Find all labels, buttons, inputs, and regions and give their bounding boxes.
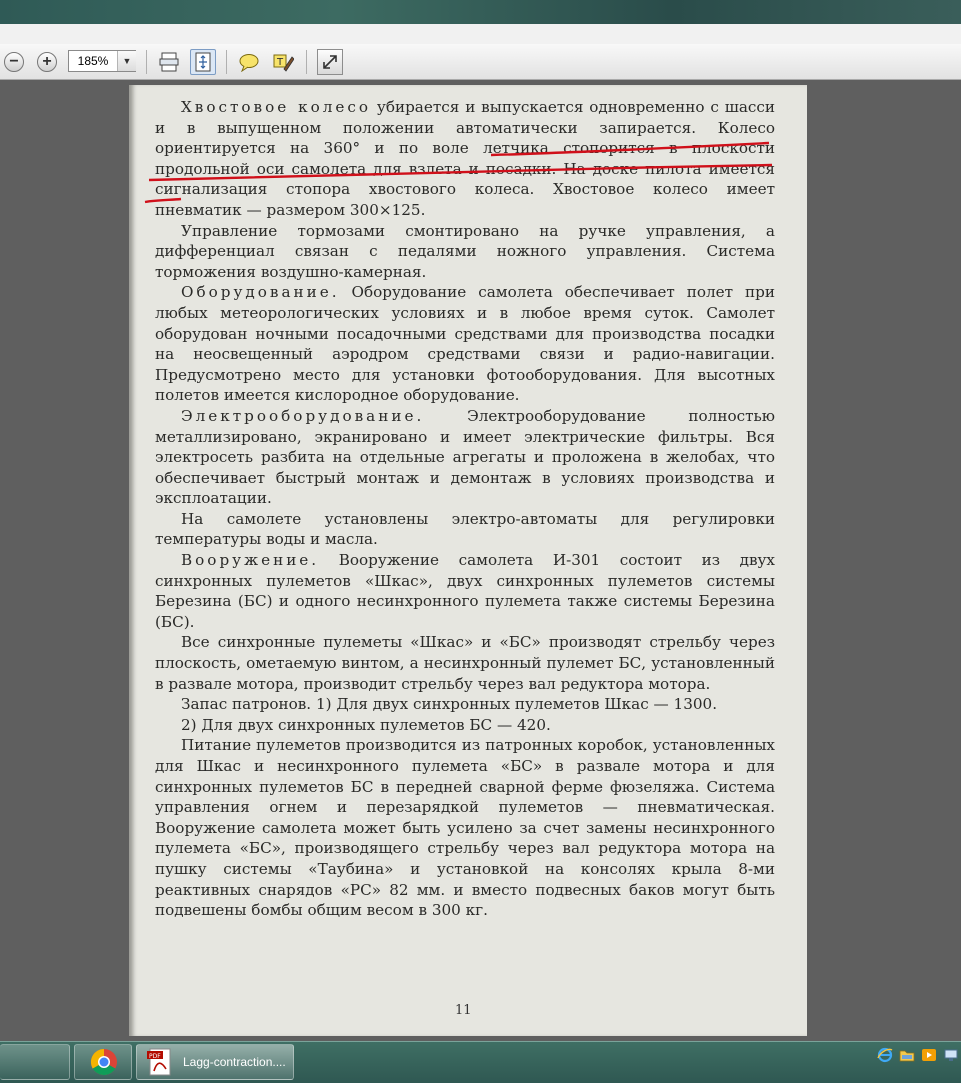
menu-bar — [0, 24, 961, 45]
paragraph — [155, 694, 775, 715]
fullscreen-icon — [321, 53, 339, 71]
pdf-page — [129, 85, 807, 1036]
media-player-icon[interactable] — [921, 1047, 937, 1063]
highlight-button[interactable] — [270, 49, 296, 75]
toolbar-separator — [146, 50, 147, 74]
paragraph — [155, 550, 775, 632]
plus-circle-icon: + — [37, 52, 57, 72]
toolbar-separator — [226, 50, 227, 74]
paragraph — [155, 715, 775, 736]
paragraph-text: Питание пулеметов производится из патронных коробок, установленных для Шкас и несинхронного пулемета «БС» в развале мотора и для синхронных пулеметов БС в передней сварной ферме фюзеляжа. Система управления огнем и перезарядкой пулеметов — пневматическая. Вооружение самолета может быть усилено за счет замены несинхронного пулемета «БС», производящего стрельбу через вал редуктора мотора на пушку системы «Таубина» и установкой на консолях крыла 8-ми реактивных снарядов «РС» 82 мм. и вместо подвесных баков могут быть подвешены бомбы общим весом в 300 кг. — [155, 736, 775, 920]
chevron-down-icon[interactable]: ▼ — [117, 51, 136, 71]
toolbar-separator — [306, 50, 307, 74]
paragraph-text: Запас патронов. 1) Для двух синхронных пулеметов Шкас — 1300. — [181, 695, 718, 714]
comment-button[interactable] — [236, 49, 262, 75]
fit-page-icon — [193, 51, 213, 73]
speech-bubble-icon — [238, 52, 260, 72]
network-icon[interactable] — [943, 1047, 959, 1063]
page-number: 11 — [455, 1003, 472, 1018]
folder-icon[interactable] — [899, 1047, 915, 1063]
paragraph-text: Вооружение самолета И-301 состоит из двух синхронных пулеметов «Шкас», двух синхронных пулеметов системы Березина (БС) и одного несинхронного пулемета также системы Березина (БС). — [155, 551, 775, 631]
fit-page-button[interactable] — [190, 49, 216, 75]
chrome-icon — [89, 1047, 119, 1077]
fullscreen-button[interactable] — [317, 49, 343, 75]
paragraph — [155, 632, 775, 694]
paragraph-text: Оборудование самолета обеспечивает полет при любых метеорологических условиях и в любое время суток. Самолет оборудован ночными посадочными средствами для производства посадки на неосвещенный аэродром средствами связи и радио-навигации. Предусмотрено место для установки фотооборудования. Для высотных полетов имеется кислородное оборудование. — [155, 283, 775, 405]
highlight-pen-icon — [272, 51, 294, 73]
zoom-out-button[interactable] — [1, 49, 27, 75]
fit-width-icon — [159, 51, 179, 73]
start-button[interactable] — [0, 1044, 70, 1080]
svg-text:T: T — [277, 57, 284, 68]
paragraph-text: Управление тормозами смонтировано на ручке управления, а дифференциал связан с педалями ножного управления. Система торможения воздушно-камерная. — [155, 221, 775, 281]
fit-width-button[interactable] — [156, 49, 182, 75]
paragraph-lead: Оборудование. — [181, 283, 340, 302]
paragraph-text: На самолете установлены электро-автоматы для регулировки температуры воды и масла. — [155, 509, 775, 549]
paragraph — [155, 735, 775, 920]
zoom-in-button[interactable] — [34, 49, 60, 75]
paragraph-lead: Хвостовое колесо — [181, 98, 372, 116]
taskbar-chrome-button[interactable] — [74, 1044, 132, 1080]
zoom-value[interactable]: 185% — [77, 54, 109, 68]
taskbar-pdf-window-button[interactable] — [136, 1044, 294, 1080]
page-text — [155, 97, 775, 921]
minus-circle-icon: − — [4, 52, 24, 72]
paragraph — [155, 221, 775, 283]
paragraph — [155, 406, 775, 509]
window-title-strip — [0, 0, 961, 24]
paragraph-text: Электрооборудование полностью металлизировано, экранировано и имеет электрические фильтры. Вся электросеть разбита на отдельные агрегаты и проложена в желобах, что обеспечивает быстрый монтаж и демонтаж в условиях производства и эксплоатации. — [155, 406, 775, 508]
paragraph — [155, 509, 775, 550]
zoom-level-select[interactable] — [68, 50, 136, 72]
paragraph — [155, 282, 775, 406]
pdf-document-icon — [145, 1047, 175, 1077]
taskbar-window-label: Lagg-contraction.... — [183, 1055, 286, 1069]
internet-explorer-icon[interactable] — [877, 1047, 893, 1063]
paragraph-text: убирается и выпускается одновременно с шасси и в выпущенном положении автоматически запирается. Колесо ориентируется на 360° и по воле летчика стопорится в плоскости продольной оси самолета для взлета и посадки. На доске пилота имеется сигнализация стопора хвостового колеса. Хвостовое колесо имеет пневматик — размером 300×125. — [155, 98, 776, 219]
windows-taskbar — [0, 1041, 961, 1083]
paragraph-lead: Вооружение. — [181, 551, 320, 570]
paragraph — [155, 97, 775, 221]
pdf-toolbar — [0, 44, 961, 80]
paragraph-lead: Электрооборудование. — [181, 406, 425, 425]
paragraph-text: 2) Для двух синхронных пулеметов БС — 420. — [181, 715, 551, 734]
paragraph-text: Все синхронные пулеметы «Шкас» и «БС» производят стрельбу через плоскость, ометаемую винтом, а несинхронный пулемет БС, установленный в развале мотора, производит стрельбу через вал редуктора мотора. — [155, 633, 775, 693]
svg-text:PDF: PDF — [149, 1053, 161, 1060]
